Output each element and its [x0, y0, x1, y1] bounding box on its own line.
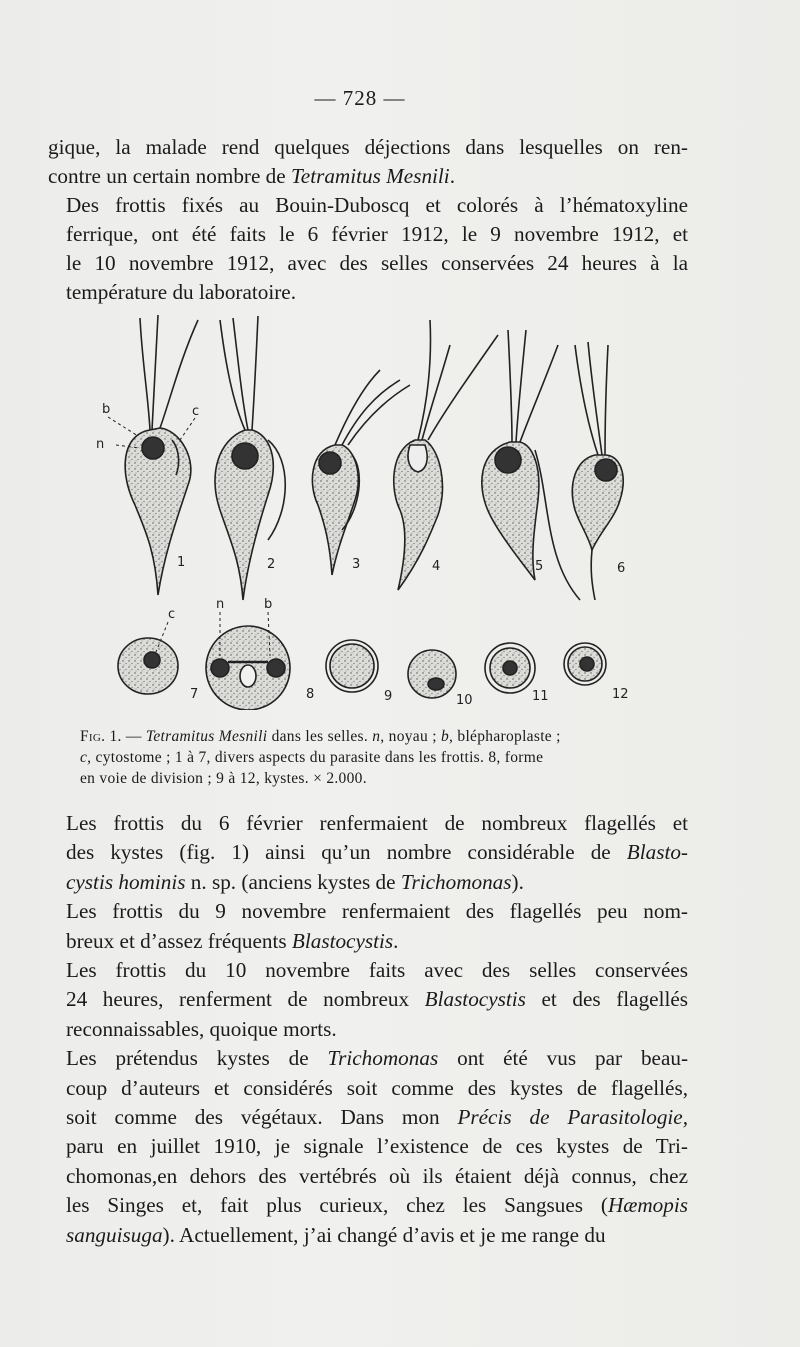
- bottom-text-block: [48, 809, 688, 1250]
- flagellate-1: [125, 315, 198, 595]
- caption-b-label: b,: [440, 728, 454, 745]
- paragraph: [48, 897, 688, 956]
- flagellate-6: [572, 342, 626, 600]
- flagellate-4: [394, 320, 498, 590]
- cell-7: [118, 638, 178, 694]
- top-text-block: [48, 133, 688, 307]
- text-line: des kystes (fig. 1) ainsi qu’un nombre considérable de Blasto-: [66, 840, 688, 865]
- text-line: 24 heures, renferment de nombreux Blastocystis et des flagellés: [66, 987, 688, 1012]
- cyst-11: [485, 643, 535, 693]
- text-line: coup d’auteurs et considérés soit comme des kystes de flagellés,: [66, 1075, 688, 1100]
- label-num-1: 1: [177, 555, 186, 570]
- cyst-10: [408, 650, 456, 698]
- text-line: Les frottis du 9 novembre renfermaient des flagellés peu nom-: [66, 899, 688, 924]
- text-line: les Singes et, fait plus curieux, chez les Sangsues (Hæmopis: [66, 1193, 688, 1218]
- caption-dash: —: [121, 728, 146, 745]
- caption-n-text: noyau ;: [384, 728, 441, 745]
- figure-caption: [80, 726, 690, 789]
- cell-8-division: [206, 626, 290, 710]
- cyst-12: [564, 643, 606, 685]
- text-line: cystis hominis n. sp. (anciens kystes de Trichomonas).: [66, 869, 524, 894]
- paragraph: [48, 809, 688, 897]
- paragraph: [48, 133, 688, 191]
- text-line: sanguisuga). Actuellement, j’ai changé d’avis et je me range du: [66, 1222, 606, 1247]
- page-number: — 728 —: [314, 86, 406, 110]
- label-num-9: 9: [384, 689, 393, 704]
- text-line: Des frottis fixés au Bouin-Duboscq et colorés à l’hématoxyline: [66, 193, 688, 217]
- label-num-12: 12: [612, 687, 629, 702]
- text-line: Les frottis du 6 février renfermaient de nombreux flagellés et: [66, 811, 688, 835]
- label-num-4: 4: [432, 559, 441, 574]
- caption-title: Tetramitus Mesnili: [145, 728, 268, 745]
- label-num-6: 6: [617, 561, 626, 576]
- label-num-10: 10: [456, 693, 473, 708]
- paragraph: [48, 1044, 688, 1250]
- paragraph: [48, 956, 688, 1044]
- label-num-7: 7: [190, 687, 199, 702]
- text-line: le 10 novembre 1912, avec des selles conservées 24 heures à la: [66, 251, 688, 275]
- label-num-8: 8: [306, 687, 315, 702]
- figure-tetramitus: [80, 300, 700, 710]
- text-line: chomonas,en dehors des vertébrés où ils étaient déjà connus, chez: [66, 1163, 688, 1188]
- caption-fig-label: Fig. 1.: [80, 728, 122, 745]
- label-num-2: 2: [267, 557, 276, 572]
- label-b: b: [102, 402, 111, 417]
- label-n-8: n: [216, 597, 225, 612]
- caption-text-3: en voie de division ; 9 à 12, kystes. × 2.000.: [80, 770, 367, 787]
- paragraph: [48, 191, 688, 307]
- label-num-11: 11: [532, 689, 549, 704]
- text-line: soit comme des végétaux. Dans mon Précis de Parasitologie,: [66, 1105, 688, 1130]
- cyst-9: [326, 640, 378, 692]
- label-num-3: 3: [352, 557, 361, 572]
- text-line: contre un certain nombre de Tetramitus Mesnili.: [48, 164, 455, 188]
- text-line: gique, la malade rend quelques déjections dans lesquelles on ren-: [48, 135, 688, 159]
- caption-c-label: c,: [80, 749, 92, 766]
- text-line: ferrique, ont été faits le 6 février 1912, le 9 novembre 1912, et: [66, 222, 688, 246]
- label-num-5: 5: [535, 559, 544, 574]
- caption-text-2: cytostome ; 1 à 7, divers aspects du parasite dans les frottis. 8, forme: [91, 749, 544, 766]
- text-line: Les frottis du 10 novembre faits avec des selles conservées: [66, 958, 688, 983]
- text-line: reconnaissables, quoique morts.: [66, 1016, 337, 1041]
- label-c-7: c: [168, 607, 176, 622]
- caption-n-label: n,: [372, 728, 385, 745]
- label-b-8: b: [264, 597, 273, 612]
- flagellate-5: [482, 330, 580, 600]
- label-c: c: [192, 404, 200, 419]
- text-line: paru en juillet 1910, je signale l’existence de ces kystes de Tri-: [66, 1134, 688, 1159]
- caption-b-text: blépharoplaste ;: [453, 728, 561, 745]
- caption-text-1: dans les selles.: [267, 728, 373, 745]
- text-line: Les prétendus kystes de Trichomonas ont été vus par beau-: [66, 1046, 688, 1071]
- label-n: n: [96, 437, 105, 452]
- text-line: température du laboratoire.: [66, 280, 297, 304]
- text-line: breux et d’assez fréquents Blastocystis.: [66, 928, 399, 953]
